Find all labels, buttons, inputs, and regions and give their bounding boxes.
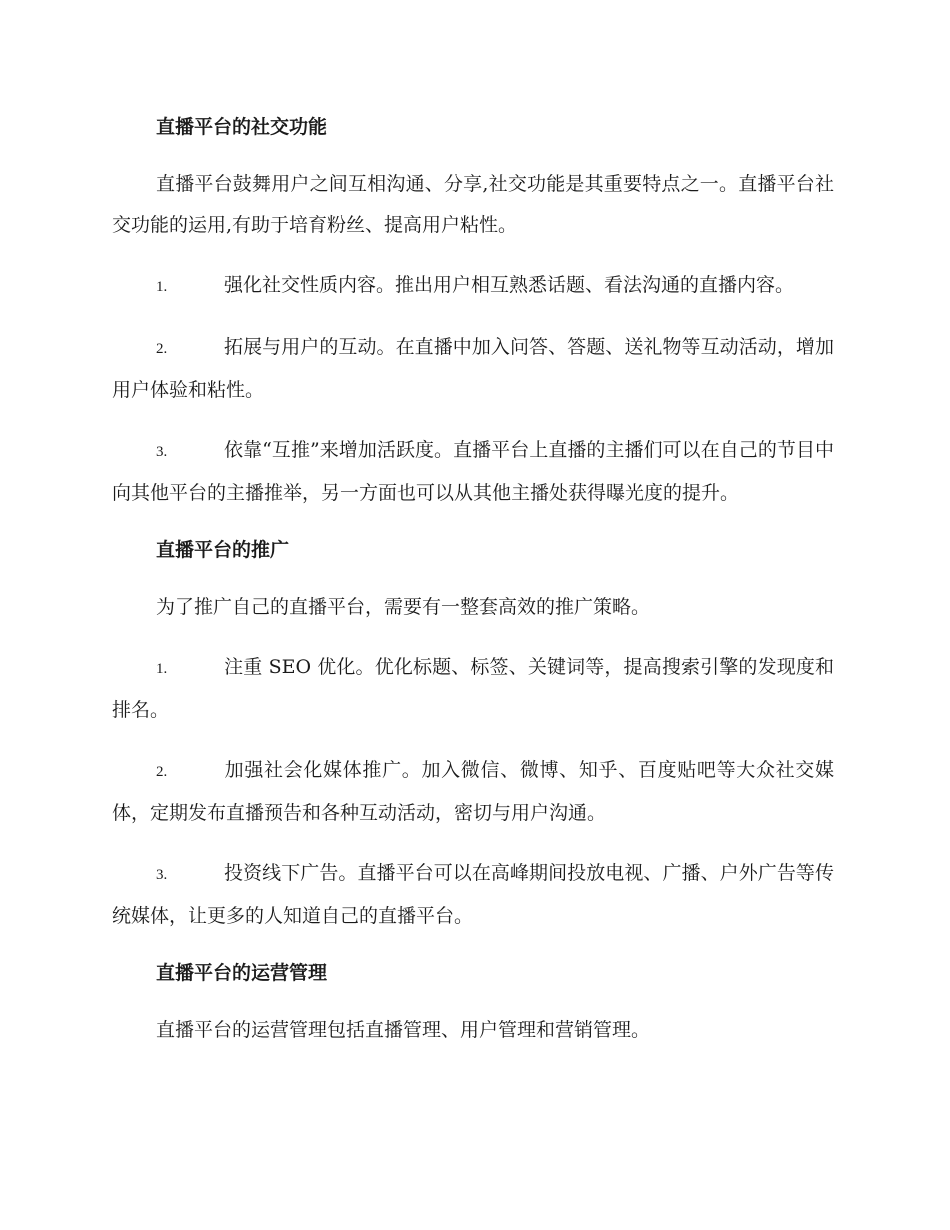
- list-number: 2.: [156, 764, 168, 780]
- list-item: [112, 430, 834, 514]
- list-text: 加强社会化媒体推广。加入微信、微博、知乎、百度贴吧等大众社交媒体，定期发布直播预告和各种互动活动，密切与用户沟通。: [112, 759, 834, 824]
- list-number: 1.: [156, 279, 168, 295]
- section-intro-promotion: 为了推广自己的直播平台，需要有一整套高效的推广策略。: [156, 596, 651, 618]
- list-item: [112, 327, 834, 411]
- section-heading-promotion: 直播平台的推广: [156, 539, 290, 561]
- list-number: 3.: [156, 867, 168, 883]
- list-item: [112, 265, 834, 308]
- list-text: 依靠“互推”来增加活跃度。直播平台上直播的主播们可以在自己的节目中向其他平台的主播推举，另一方面也可以从其他主播处获得曝光度的提升。: [112, 439, 834, 504]
- section-heading-operations: 直播平台的运营管理: [156, 962, 328, 984]
- list-number: 3.: [156, 444, 168, 460]
- list-number: 1.: [156, 661, 168, 677]
- list-text: 注重 SEO 优化。优化标题、标签、关键词等，提高搜索引擎的发现度和排名。: [112, 656, 834, 721]
- section-intro-operations: 直播平台的运营管理包括直播管理、用户管理和营销管理。: [156, 1019, 651, 1041]
- list-text: 投资线下广告。直播平台可以在高峰期间投放电视、广播、户外广告等传统媒体，让更多的人知道自己的直播平台。: [112, 862, 834, 927]
- list-number: 2.: [156, 341, 168, 357]
- section-intro-social: 直播平台鼓舞用户之间互相沟通、分享,社交功能是其重要特点之一。直播平台社交功能的运用,有助于培育粉丝、提高用户粘性。: [112, 173, 834, 236]
- list-text: 强化社交性质内容。推出用户相互熟悉话题、看法沟通的直播内容。: [224, 274, 795, 296]
- section-heading-social: 直播平台的社交功能: [156, 116, 328, 138]
- document-body: [112, 110, 834, 1070]
- list-item: [112, 750, 834, 834]
- list-text: 拓展与用户的互动。在直播中加入问答、答题、送礼物等互动活动，增加用户体验和粘性。: [112, 336, 834, 401]
- list-item: [112, 647, 834, 731]
- list-item: [112, 853, 834, 937]
